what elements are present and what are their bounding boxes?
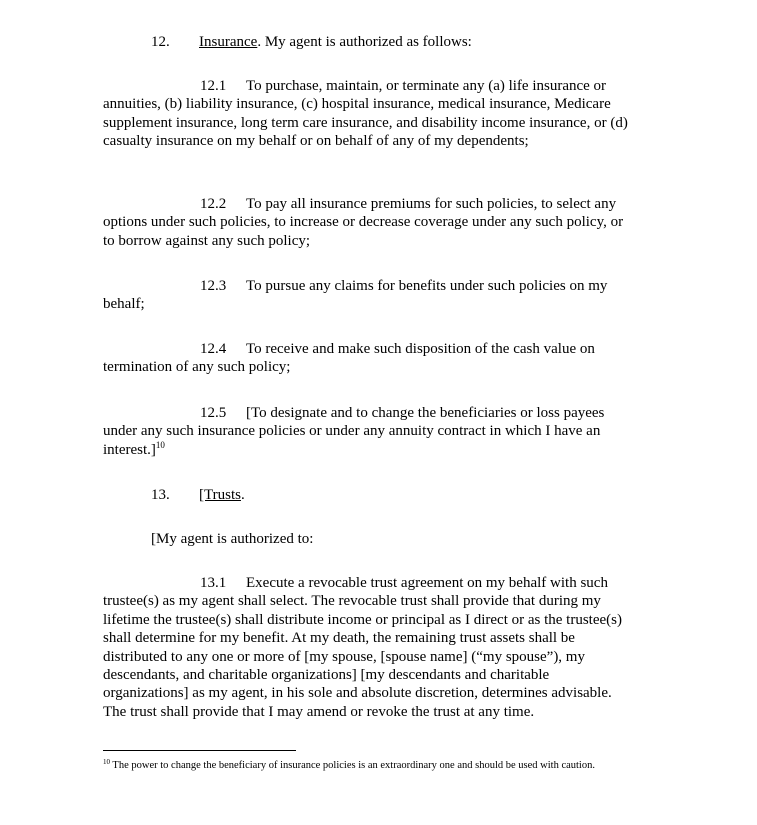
clause-number: 12.5 [200,405,227,421]
clause-number: 13.1 [200,575,227,591]
clause-13-1 [103,574,633,721]
section-number: 13. [151,487,170,503]
footnote-separator [103,750,296,751]
clause-text: To receive and make such disposition of the cash value on termination of any such policy; [103,341,595,376]
section-title: Insurance [199,34,258,50]
section-number: 12. [151,34,170,50]
clause-12-5 [103,404,639,459]
section-title: [Trusts [199,487,241,503]
clause-12-3 [103,277,633,314]
clause-text: [To designate and to change the beneficiaries or loss payees under any such insurance policies or under any annuity contract in which I have an interest.] [103,405,605,458]
footnote-number: 10 [103,758,110,766]
clause-text: To pay all insurance premiums for such policies, to select any options under such policies, to increase or decrease coverage under any such policy, or to borrow against any such policy; [103,196,624,249]
clause-text: To pursue any claims for benefits under such policies on my behalf; [103,278,608,313]
footnote [103,759,643,772]
clause-number: 12.3 [200,278,227,294]
clause-text: Execute a revocable trust agreement on my behalf with such trustee(s) as my agent shall select. The revocable trust shall provide that during my lifetime the trustee(s) shall distribute income or principal as I direct or as the trustee(s) shall determine for my benefit. At my death, the remaining trust assets shall be distributed to any one or more of [my spouse, [spouse name] (“my spouse”), my descendants, and charitable organizations] [my descendants and charitable organizations] as my agent, in his sole and absolute discretion, determines advisable. The trust shall provide that I may amend or revoke the trust at any time. [103,575,622,720]
clause-number: 12.1 [200,78,227,94]
clause-12-2 [103,195,633,250]
footnote-text: The power to change the beneficiary of insurance policies is an extraordinary one and should be used with caution. [110,760,595,771]
section-13-intro: [My agent is authorized to: [151,531,314,547]
clause-text: To purchase, maintain, or terminate any (a) life insurance or annuities, (b) liability insurance, (c) hospital insurance, medical insurance, Medicare supplement insurance, long term care insurance, and disability income insurance, or (d) casualty insurance on my behalf or on behalf of any of my dependents; [103,78,628,150]
clause-number: 12.2 [200,196,227,212]
section-title-suffix: . [240,487,245,503]
section-13-heading [151,486,245,504]
footnote-reference[interactable]: 10 [155,439,165,450]
section-intro: . My agent is authorized as follows: [257,34,472,50]
section-12-heading [151,33,472,51]
clause-number: 12.4 [200,341,227,357]
clause-12-1 [103,77,633,151]
clause-12-4 [103,340,633,377]
